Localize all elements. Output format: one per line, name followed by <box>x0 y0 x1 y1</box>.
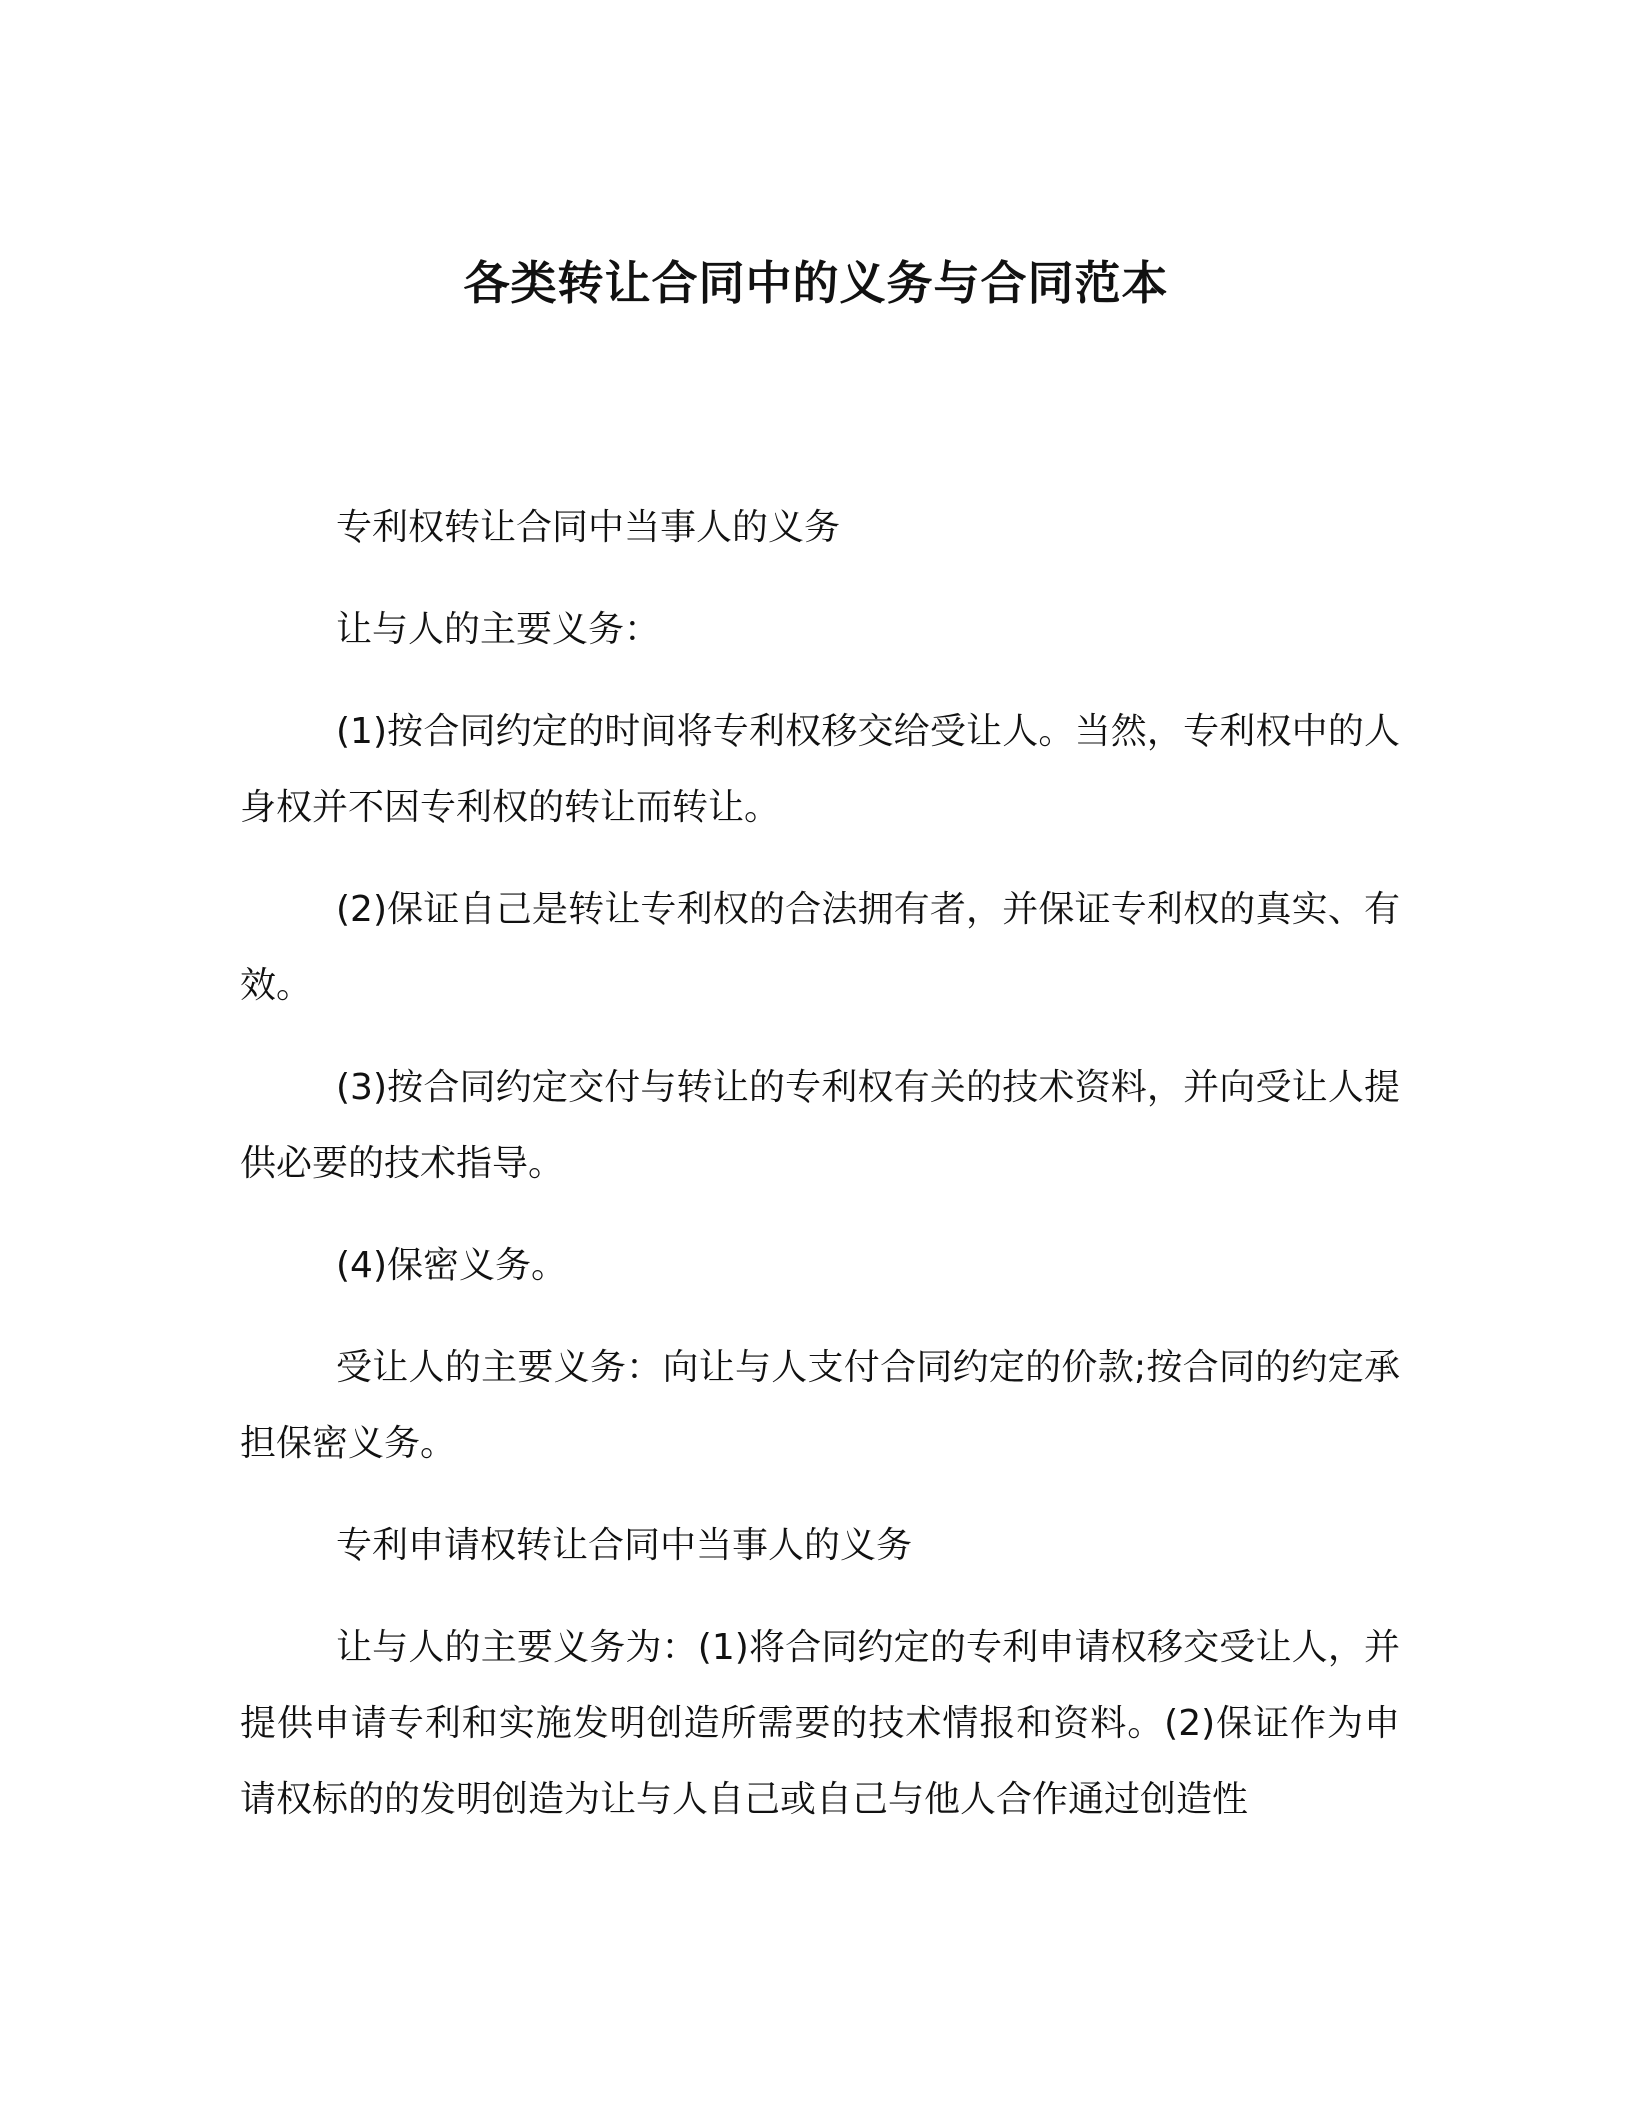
document-body <box>240 490 1400 1864</box>
section-heading-patent-application-right: 专利申请权转让合同中当事人的义务 <box>336 1525 913 1566</box>
paragraph-assignor-duties-heading: 让与人的主要义务： <box>336 609 661 650</box>
paragraph-duty-1: (1)按合同约定的时间将专利权移交给受让人。当然，专利权中的人身权并不因专利权的转让而转让。 <box>240 711 1400 828</box>
paragraph-assignee-duties: 受让人的主要义务：向让与人支付合同约定的价款;按合同的约定承担保密义务。 <box>240 1347 1400 1464</box>
paragraph-application-assignor-duties: 让与人的主要义务为：(1)将合同约定的专利申请权移交受让人，并提供申请专利和实施发明创造所需要的技术情报和资料。(2)保证作为申请权标的的发明创造为让与人自己或自己与他人合作通过创造性 <box>240 1627 1400 1820</box>
paragraph-duty-4: (4)保密义务。 <box>336 1245 567 1286</box>
paragraph-duty-2: (2)保证自己是转让专利权的合法拥有者，并保证专利权的真实、有效。 <box>240 889 1400 1006</box>
section-heading-patent-right: 专利权转让合同中当事人的义务 <box>336 507 841 548</box>
document-title: 各类转让合同中的义务与合同范本 <box>463 255 1169 310</box>
paragraph-duty-3: (3)按合同约定交付与转让的专利权有关的技术资料，并向受让人提供必要的技术指导。 <box>240 1067 1400 1184</box>
